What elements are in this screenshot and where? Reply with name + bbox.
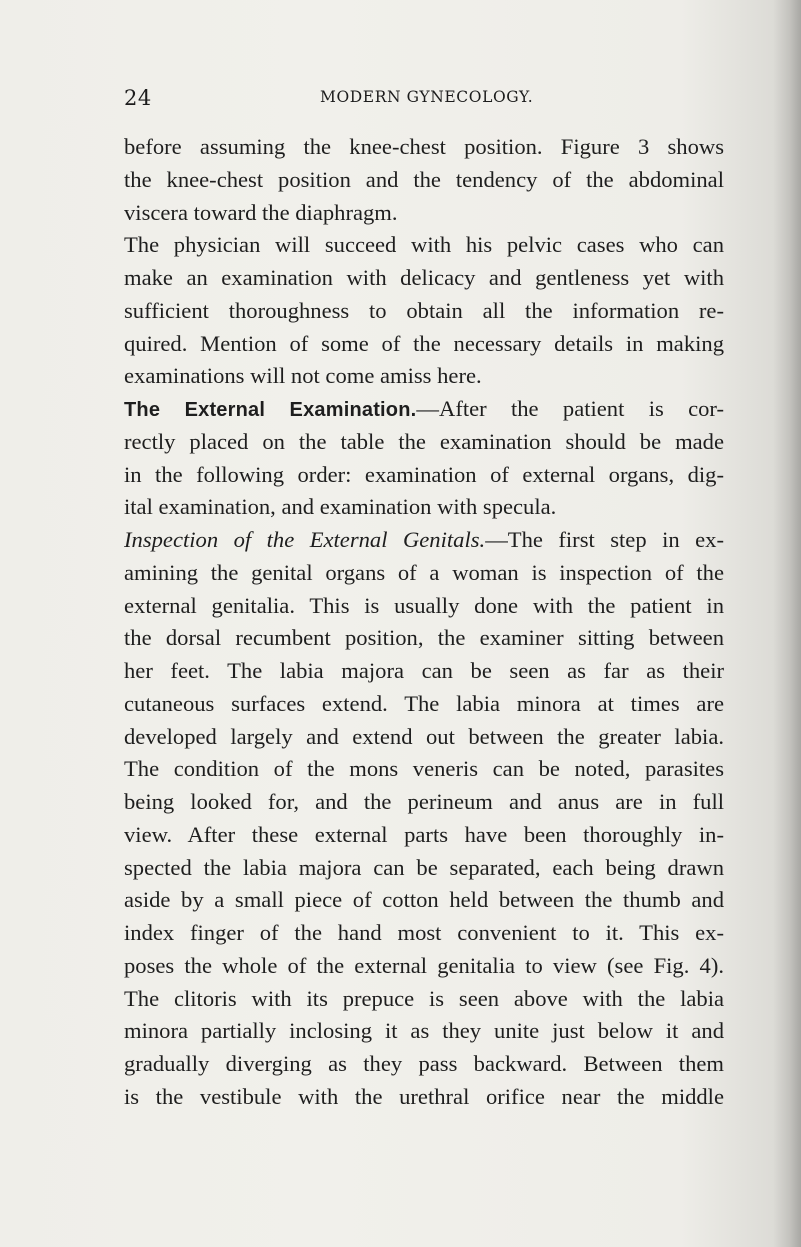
text-line-with-subheading [124,524,724,557]
text-line: sufficient thoroughness to obtain all the information re- [124,297,724,323]
text-line: is the vestibule with the urethral orifice near the middle [124,1083,724,1109]
subsection-heading: Inspection of the External Genitals. [124,527,486,552]
text-line: aside by a small piece of cotton held between the thumb and [124,887,724,913]
text-line: gradually diverging as they pass backward. Between them [124,1051,724,1076]
text-line: the dorsal recumbent position, the examiner sitting between [124,625,724,651]
section-heading: The External Examination. [124,399,417,421]
text-line: spected the labia majora can be separated, each being drawn [124,854,724,880]
text-line: The physician will succeed with his pelvic cases who can [124,232,724,258]
text-line: cutaneous surfaces extend. The labia minora at times are [124,690,724,716]
text-line: quired. Mention of some of the necessary details in making [124,330,724,356]
text-line: poses the whole of the external genitalia to view (see Fig. 4). [124,952,724,978]
text-line: minora partially inclosing it as they unite just below it and [124,1018,724,1044]
book-title: MODERN GYNECOLOGY. [320,88,534,106]
text-line-with-heading [124,393,724,426]
text-line: developed largely and extend out between the greater labia. [124,723,724,749]
body-text [124,131,724,1114]
text-line: the knee-chest position and the tendency of the abdominal [124,166,724,192]
running-head [124,86,724,110]
text-line: index finger of the hand most convenient to it. This ex- [124,920,724,945]
text-line: The clitoris with its prepuce is seen above with the labia [124,985,724,1011]
subsection-heading-continuation: —The first step in ex- [485,527,724,552]
text-line: examinations will not come amiss here. [124,363,482,389]
page-number: 24 [124,86,152,110]
section-heading-continuation: —After the patient is cor- [416,396,724,421]
text-line: view. After these external parts have been thoroughly in- [124,821,724,847]
text-line: external genitalia. This is usually done with the patient in [124,592,724,618]
text-line: viscera toward the diaphragm. [124,199,398,225]
text-line: before assuming the knee-chest position. Figure 3 shows [124,134,724,159]
text-line: make an examination with delicacy and gentleness yet with [124,265,724,290]
text-line: The condition of the mons veneris can be noted, parasites [124,756,724,782]
text-line: her feet. The labia majora can be seen as far as their [124,658,724,683]
text-line: ital examination, and examination with specula. [124,494,557,520]
text-line: rectly placed on the table the examination should be made [124,428,724,454]
text-line: amining the genital organs of a woman is inspection of the [124,559,724,585]
text-line: being looked for, and the perineum and anus are in full [124,789,724,814]
text-line: in the following order: examination of external organs, dig- [124,461,724,487]
page-edge-shadow [773,0,801,1247]
